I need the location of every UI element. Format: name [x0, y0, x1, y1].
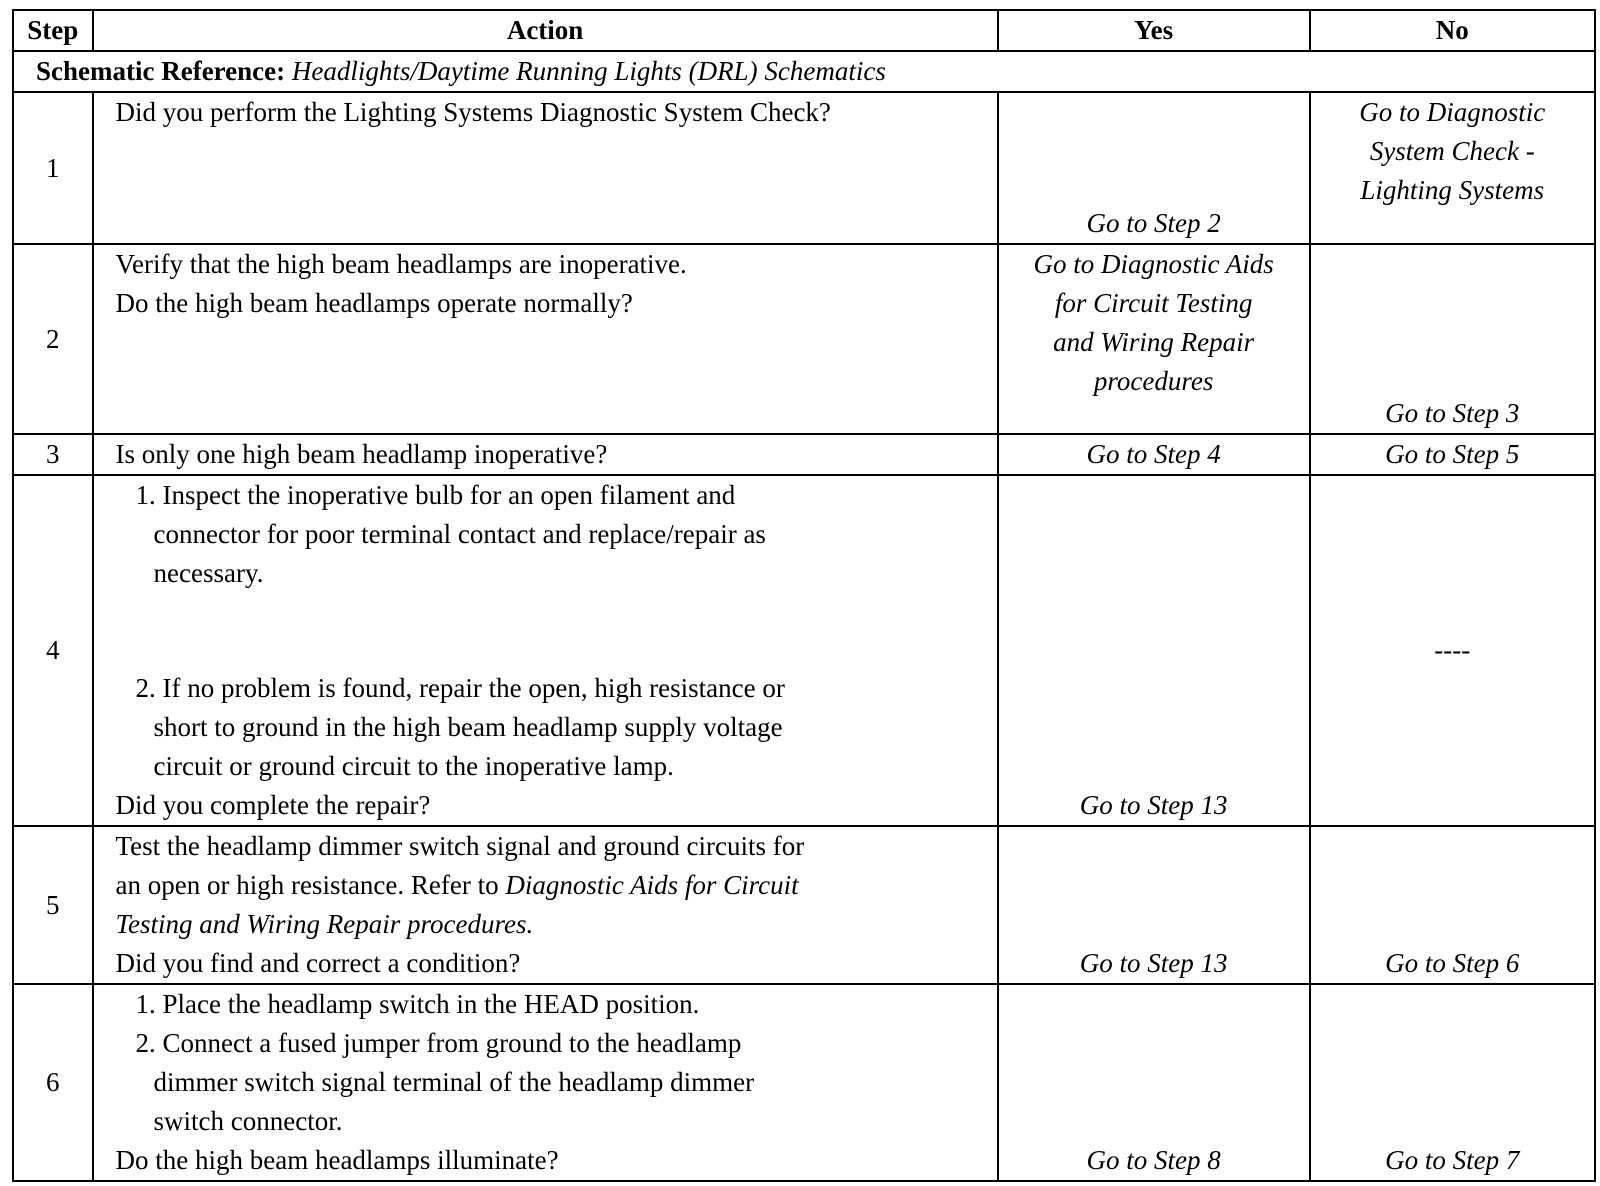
table-row — [13, 244, 1595, 434]
action-cell — [93, 244, 998, 434]
no-cell — [1310, 826, 1595, 984]
header-row — [13, 10, 1595, 51]
no-link[interactable]: Go to Step 3 — [1385, 398, 1520, 428]
action-question: Do the high beam headlamps illuminate? — [115, 1145, 559, 1175]
action-text — [116, 866, 997, 905]
action-text-plain: an open or high resistance. Refer to — [115, 870, 506, 900]
yes-link-line[interactable]: for Circuit Testing — [1054, 288, 1253, 318]
schematic-reference — [13, 51, 1595, 92]
action-item-2-cont: short to ground in the high beam headlamp supply voltage — [153, 712, 783, 742]
spacer — [116, 593, 997, 669]
yes-link[interactable]: Go to Step 13 — [1079, 948, 1228, 978]
step-number: 2 — [13, 244, 93, 434]
action-item-1: 1. Inspect the inoperative bulb for an open filament and — [135, 480, 736, 510]
diagnostic-aids-link[interactable]: Diagnostic Aids for Circuit — [505, 870, 799, 900]
no-cell — [1310, 434, 1595, 475]
no-dash: ---- — [1434, 635, 1471, 665]
table-row — [13, 984, 1595, 1181]
diagnostic-table — [12, 9, 1596, 1182]
action-item-1: 1. Place the headlamp switch in the HEAD position. — [135, 989, 700, 1019]
action-cell — [93, 984, 998, 1181]
header-yes: Yes — [998, 10, 1310, 51]
action-cell — [93, 92, 998, 244]
yes-cell — [998, 434, 1310, 475]
yes-link[interactable]: Go to Step 2 — [1086, 208, 1221, 238]
action-question: Do the high beam headlamps operate normally? — [115, 288, 633, 318]
yes-cell — [998, 244, 1310, 434]
no-cell — [1310, 244, 1595, 434]
no-link[interactable]: Go to Step 6 — [1385, 948, 1520, 978]
action-cell — [93, 826, 998, 984]
table-row — [13, 826, 1595, 984]
header-no: No — [1310, 10, 1595, 51]
schematic-label: Schematic Reference: — [36, 56, 286, 86]
yes-cell — [998, 475, 1310, 826]
action-question: Did you find and correct a condition? — [115, 948, 521, 978]
step-number: 4 — [13, 475, 93, 826]
no-cell — [1310, 984, 1595, 1181]
yes-link-line[interactable]: Go to Diagnostic Aids — [1033, 249, 1274, 279]
no-link[interactable]: Go to Step 7 — [1385, 1145, 1520, 1175]
no-link-line[interactable]: Lighting Systems — [1360, 175, 1545, 205]
no-link[interactable]: Go to Step 5 — [1385, 439, 1520, 469]
action-item-2: 2. Connect a fused jumper from ground to the headlamp — [135, 1028, 742, 1058]
action-question: Is only one high beam headlamp inoperative? — [115, 439, 608, 469]
no-cell — [1310, 475, 1595, 826]
table-row — [13, 475, 1595, 826]
schematic-link[interactable]: Headlights/Daytime Running Lights (DRL) Schematics — [291, 56, 886, 86]
diagnostic-aids-link-cont[interactable]: Testing and Wiring Repair procedures. — [115, 909, 534, 939]
table-row — [13, 434, 1595, 475]
no-link-line[interactable]: Go to Diagnostic — [1359, 97, 1546, 127]
schematic-reference-row — [13, 51, 1595, 92]
action-item-1-cont: connector for poor terminal contact and replace/repair as — [153, 519, 766, 549]
no-cell — [1310, 92, 1595, 244]
step-number: 5 — [13, 826, 93, 984]
yes-link[interactable]: Go to Step 8 — [1086, 1145, 1221, 1175]
action-text: Did you perform the Lighting Systems Diagnostic System Check? — [115, 97, 831, 127]
yes-cell — [998, 826, 1310, 984]
action-item-2-cont: switch connector. — [153, 1106, 343, 1136]
yes-cell — [998, 984, 1310, 1181]
no-link-line[interactable]: System Check - — [1369, 136, 1535, 166]
action-item-2-cont: dimmer switch signal terminal of the headlamp dimmer — [153, 1067, 755, 1097]
action-text: Test the headlamp dimmer switch signal and ground circuits for — [115, 831, 805, 861]
action-cell — [93, 434, 998, 475]
action-text: Verify that the high beam headlamps are inoperative. — [115, 249, 687, 279]
step-number: 3 — [13, 434, 93, 475]
table-row — [13, 92, 1595, 244]
step-number: 1 — [13, 92, 93, 244]
action-cell — [93, 475, 998, 826]
yes-link[interactable]: Go to Step 13 — [1079, 790, 1228, 820]
yes-cell — [998, 92, 1310, 244]
step-number: 6 — [13, 984, 93, 1181]
header-action: Action — [93, 10, 998, 51]
action-item-2-cont: circuit or ground circuit to the inoperative lamp. — [153, 751, 674, 781]
action-item-2: 2. If no problem is found, repair the open, high resistance or — [135, 673, 785, 703]
action-question: Did you complete the repair? — [115, 790, 431, 820]
yes-link-line[interactable]: procedures — [1093, 366, 1214, 396]
action-item-1-cont: necessary. — [153, 558, 264, 588]
yes-link[interactable]: Go to Step 4 — [1086, 439, 1221, 469]
yes-link-line[interactable]: and Wiring Repair — [1053, 327, 1255, 357]
header-step: Step — [13, 10, 93, 51]
